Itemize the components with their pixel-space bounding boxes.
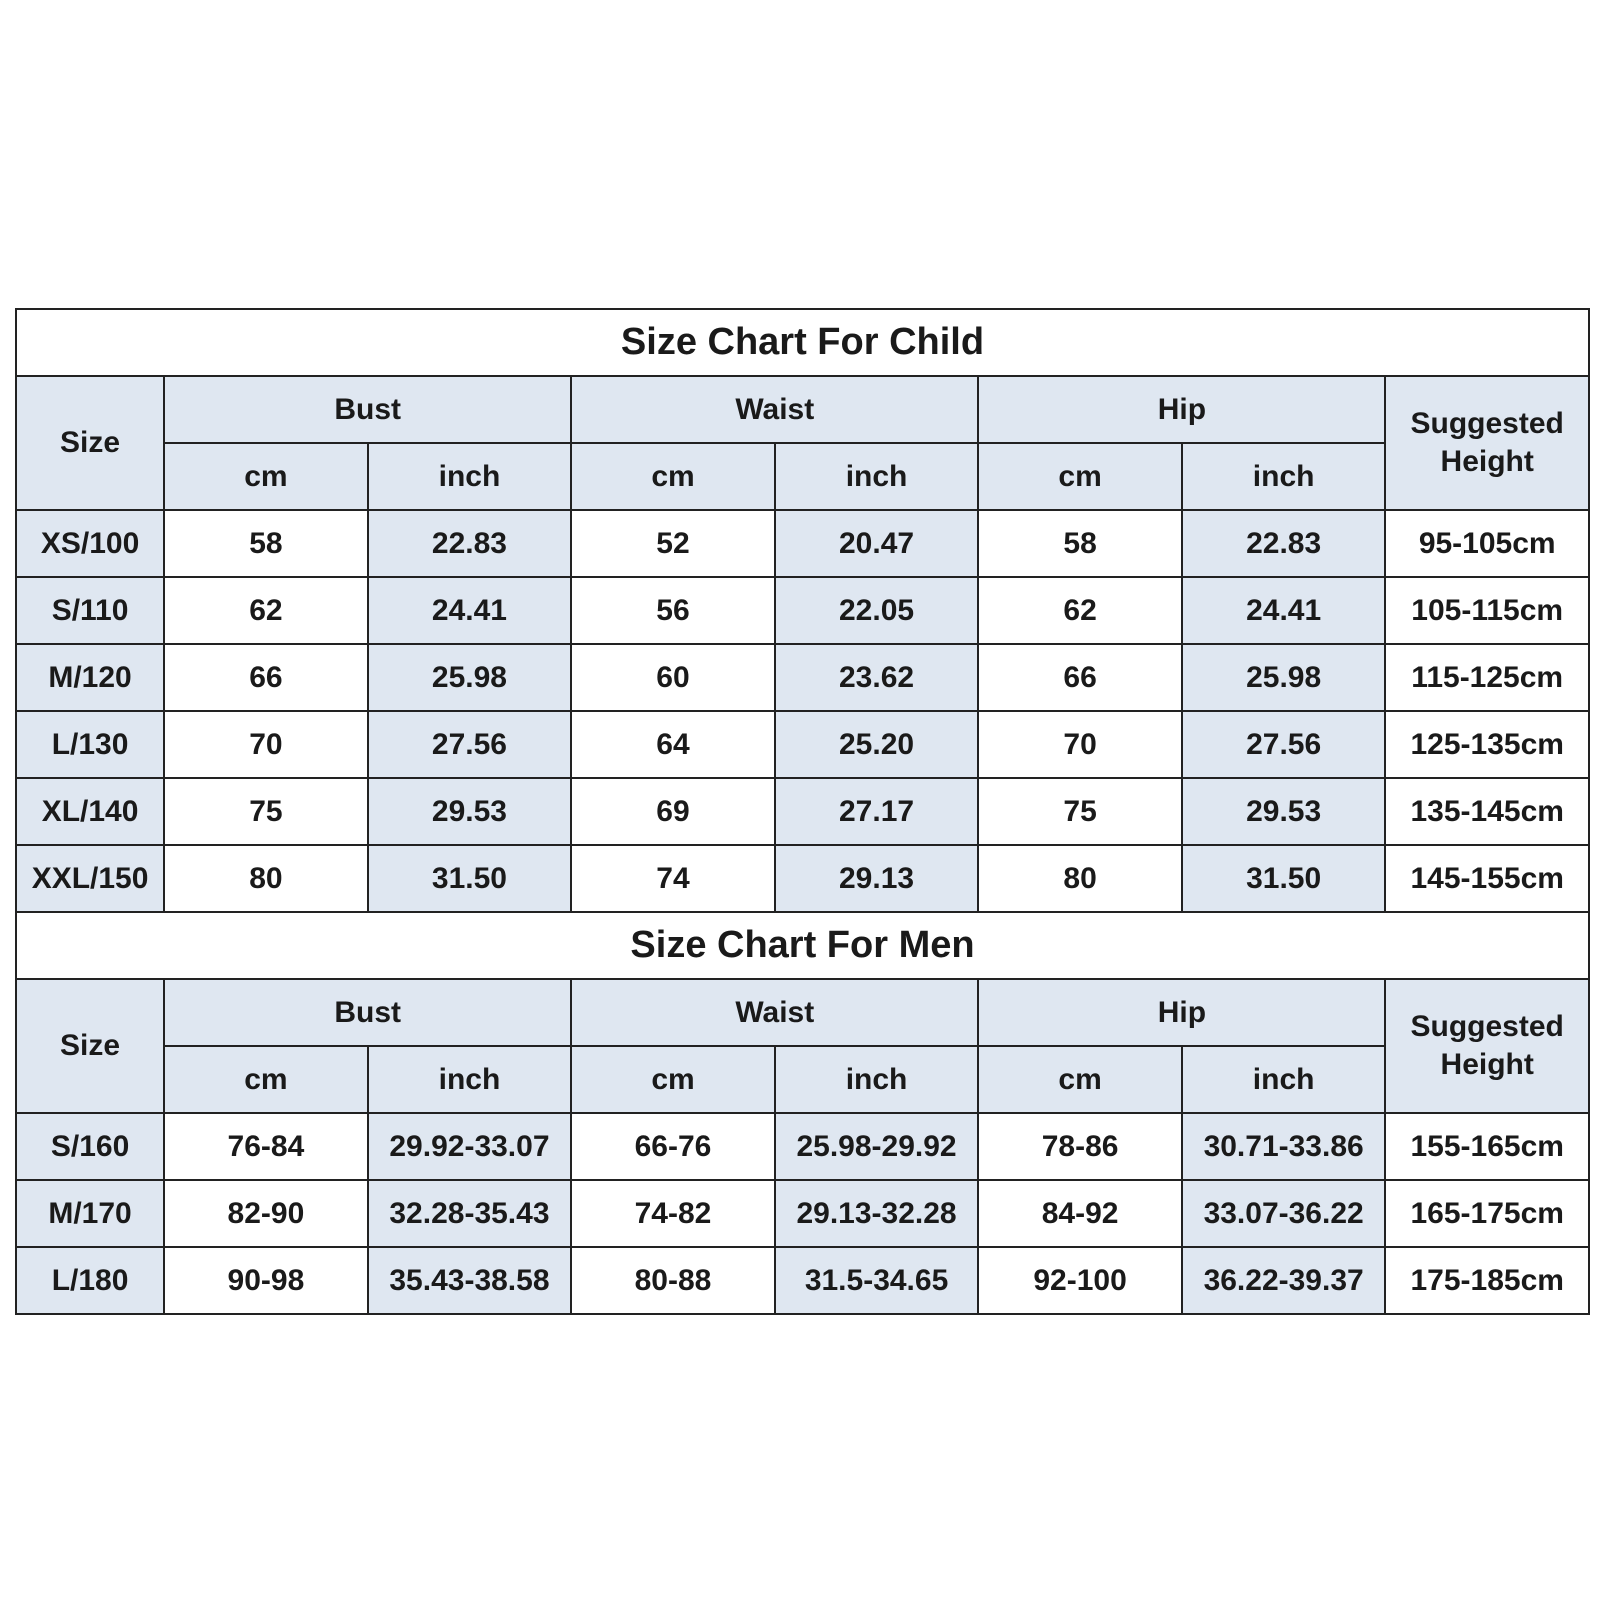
table-cell: 155-165cm [1385,1113,1589,1180]
table-cell: L/180 [16,1247,164,1314]
table-title: Size Chart For Men [16,912,1589,979]
table-title: Size Chart For Child [16,309,1589,376]
table-cell: 165-175cm [1385,1180,1589,1247]
table-cell: 90-98 [164,1247,368,1314]
table-cell: 66-76 [571,1113,775,1180]
unit-header-inch: inch [1182,443,1386,510]
table-cell: 62 [978,577,1182,644]
suggested-height-header [1385,979,1589,1113]
table-cell: M/120 [16,644,164,711]
suggested-height-line2: Height [1440,1048,1534,1081]
table-cell: 64 [571,711,775,778]
table-cell: 29.53 [368,778,572,845]
table-cell: XXL/150 [16,845,164,912]
table-cell: XL/140 [16,778,164,845]
table-cell: 27.56 [1182,711,1386,778]
table-cell: 70 [164,711,368,778]
table-cell: 25.20 [775,711,979,778]
unit-header-row [16,443,1589,510]
group-header-waist: Waist [571,979,978,1046]
table-cell: 125-135cm [1385,711,1589,778]
suggested-height-line2: Height [1440,445,1534,478]
table-cell: 22.83 [1182,510,1386,577]
unit-header-cm: cm [571,443,775,510]
table-cell: 135-145cm [1385,778,1589,845]
unit-header-inch: inch [775,443,979,510]
unit-header-inch: inch [368,443,572,510]
table-cell: 22.05 [775,577,979,644]
table-cell: 36.22-39.37 [1182,1247,1386,1314]
table-cell: 27.17 [775,778,979,845]
table-cell: 60 [571,644,775,711]
table-cell: XS/100 [16,510,164,577]
table-cell: 75 [978,778,1182,845]
unit-header-cm: cm [571,1046,775,1113]
table-cell: 115-125cm [1385,644,1589,711]
table-cell: 52 [571,510,775,577]
table-cell: 66 [978,644,1182,711]
table-cell: 29.53 [1182,778,1386,845]
table-cell: 25.98 [1182,644,1386,711]
group-header-row [16,979,1589,1046]
group-header-hip: Hip [978,979,1385,1046]
suggested-height-header [1385,376,1589,510]
table-cell: 76-84 [164,1113,368,1180]
unit-header-cm: cm [978,443,1182,510]
table-row [16,1247,1589,1314]
table-cell: 31.50 [368,845,572,912]
table-cell: 69 [571,778,775,845]
table-cell: 35.43-38.58 [368,1247,572,1314]
group-header-waist: Waist [571,376,978,443]
size-chart [15,308,1590,1315]
table-cell: 25.98 [368,644,572,711]
table-cell: 58 [164,510,368,577]
table-cell: 84-92 [978,1180,1182,1247]
table-row [16,845,1589,912]
table-cell: 145-155cm [1385,845,1589,912]
unit-header-inch: inch [368,1046,572,1113]
table-cell: 29.13 [775,845,979,912]
table-cell: 105-115cm [1385,577,1589,644]
table-cell: 30.71-33.86 [1182,1113,1386,1180]
size-header: Size [16,979,164,1113]
table-row [16,577,1589,644]
suggested-height-line1: Suggested [1410,407,1564,440]
table-cell: 33.07-36.22 [1182,1180,1386,1247]
table-row [16,510,1589,577]
size-chart-table [15,308,1590,1315]
table-cell: 66 [164,644,368,711]
group-header-bust: Bust [164,979,571,1046]
table-cell: 80 [978,845,1182,912]
table-cell: M/170 [16,1180,164,1247]
table-cell: 74-82 [571,1180,775,1247]
table-cell: 82-90 [164,1180,368,1247]
table-cell: 70 [978,711,1182,778]
table-cell: 95-105cm [1385,510,1589,577]
table-row [16,1180,1589,1247]
table-cell: 80 [164,845,368,912]
table-cell: 24.41 [1182,577,1386,644]
table-cell: 75 [164,778,368,845]
table-cell: 56 [571,577,775,644]
size-header: Size [16,376,164,510]
table-cell: 31.5-34.65 [775,1247,979,1314]
table-cell: 80-88 [571,1247,775,1314]
unit-header-cm: cm [164,1046,368,1113]
unit-header-inch: inch [775,1046,979,1113]
table-cell: L/130 [16,711,164,778]
table-cell: 20.47 [775,510,979,577]
table-cell: 74 [571,845,775,912]
unit-header-cm: cm [978,1046,1182,1113]
unit-header-cm: cm [164,443,368,510]
table-cell: 175-185cm [1385,1247,1589,1314]
table-row [16,1113,1589,1180]
table-cell: S/160 [16,1113,164,1180]
table-cell: 25.98-29.92 [775,1113,979,1180]
unit-header-row [16,1046,1589,1113]
table-cell: 27.56 [368,711,572,778]
table-cell: 24.41 [368,577,572,644]
table-cell: S/110 [16,577,164,644]
group-header-hip: Hip [978,376,1385,443]
table-cell: 29.92-33.07 [368,1113,572,1180]
size-chart-body [16,309,1589,1314]
table-cell: 23.62 [775,644,979,711]
table-cell: 22.83 [368,510,572,577]
table-row [16,711,1589,778]
table-cell: 29.13-32.28 [775,1180,979,1247]
table-cell: 92-100 [978,1247,1182,1314]
unit-header-inch: inch [1182,1046,1386,1113]
table-title-row [16,912,1589,979]
table-cell: 78-86 [978,1113,1182,1180]
table-row [16,644,1589,711]
table-cell: 31.50 [1182,845,1386,912]
group-header-row [16,376,1589,443]
table-title-row [16,309,1589,376]
table-cell: 58 [978,510,1182,577]
table-cell: 32.28-35.43 [368,1180,572,1247]
group-header-bust: Bust [164,376,571,443]
table-cell: 62 [164,577,368,644]
table-row [16,778,1589,845]
suggested-height-line1: Suggested [1410,1010,1564,1043]
